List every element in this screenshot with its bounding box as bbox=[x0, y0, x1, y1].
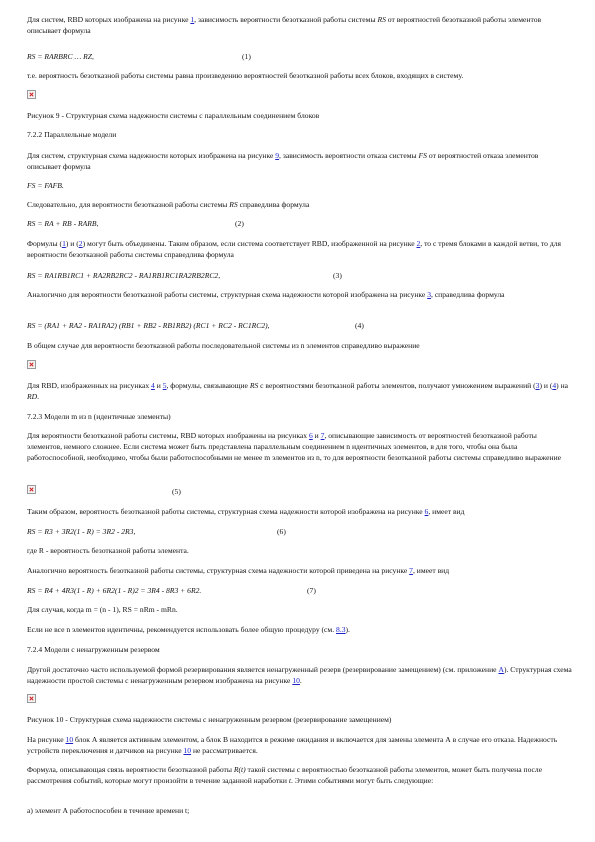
figure-link[interactable]: 6 bbox=[424, 507, 429, 516]
equation-number: (3) bbox=[333, 271, 342, 280]
paragraph: Для вероятности безотказной работы системы, RBD которых изображены на рисунках 6 и 7, описывающие зависимость от вероятностей безотказной работы элементов, немного сложнее. Если система может быть представлена параллельным соединением n идентичных элементов, в для того, чтобы она была работоспособной, необходимо, чтобы были работоспособными не менее m элементов из n, то для вероятности безотказной работы системы справедливо выражение bbox=[27, 431, 562, 462]
section-heading: 7.2.2 Параллельные модели bbox=[27, 130, 117, 139]
appendix-link[interactable]: А bbox=[498, 665, 504, 674]
list-item: а) элемент А работоспособен в течение времени t; bbox=[27, 806, 190, 815]
equation-fs: FS = FAFB. bbox=[27, 181, 64, 190]
paragraph: Если не все n элементов идентичны, рекомендуется использовать более общую процедуру (см. 8.3). bbox=[27, 625, 350, 634]
figure-link[interactable]: 5 bbox=[162, 381, 167, 390]
equation-2: RS = RA + RB - RARB, (2) bbox=[27, 219, 244, 228]
equation-number: (6) bbox=[277, 527, 286, 536]
figure-link[interactable]: 10 bbox=[183, 746, 192, 755]
equation-number: (2) bbox=[235, 219, 244, 228]
figure-link[interactable]: 10 bbox=[292, 676, 300, 685]
section-heading: 7.2.4 Модели с ненагруженным резервом bbox=[27, 645, 160, 654]
figure-link[interactable]: 4 bbox=[151, 381, 155, 390]
section-link[interactable]: 8.3 bbox=[336, 625, 346, 634]
figure-caption: Рисунок 9 - Структурная схема надежности системы с параллельным соединением блоков bbox=[27, 111, 320, 120]
paragraph: Для случая, когда m = (n - 1), RS = nRm - mRn. bbox=[27, 605, 178, 614]
paragraph: Аналогично вероятность безотказной работы системы, структурная схема надежности которой приведена на рисунке 7, имеет вид bbox=[27, 566, 450, 575]
equation-3: RS = RA1RB1RC1 + RA2RB2RC2 - RA1RB1RC1RA2RB2RC2, (3) bbox=[27, 271, 342, 280]
paragraph: Для RBD, изображенных на рисунках 4 и 5, формулы, связывающие RS с вероятностями безотказной работы элементов, получают умножением выражений (3) и (4) на RD. bbox=[27, 381, 569, 401]
broken-image-icon bbox=[27, 694, 36, 703]
figure-link[interactable]: 6 bbox=[308, 431, 313, 440]
paragraph: Формулы (1) и (2) могут быть объединены. Таким образом, если система соответствует RBD, изображенной на рисунке 2, то с тремя блоками в каждой ветви, то для вероятности безотказной работы системы справедлива формула bbox=[27, 239, 562, 259]
paragraph: Формула, описывающая связь вероятности безотказной работы R(t) такой системы с вероятностью безотказной работы элементов, может быть получена после рассмотрения событий, которые могут произойти в течение заданной наработки t. Этими событиями могут быть следующие: bbox=[27, 765, 543, 785]
equation-6: RS = R3 + 3R2(1 - R) = 3R2 - 2R3, (6) bbox=[27, 527, 286, 536]
figure-link[interactable]: 1 bbox=[190, 15, 195, 24]
paragraph: Аналогично для вероятности безотказной работы системы, структурная схема надежности которой изображена на рисунке 3, справедлива формула bbox=[27, 290, 505, 299]
paragraph: Для систем, структурная схема надежности которых изображена на рисунке 9, зависимость вероятности отказа системы FS от вероятностей отказа элементов описывает формула bbox=[27, 151, 539, 171]
figure-link[interactable]: 9 bbox=[275, 151, 280, 160]
section-heading: 7.2.3 Модели m из n (идентичные элементы) bbox=[27, 412, 171, 421]
equation-link[interactable]: 4 bbox=[552, 381, 557, 390]
broken-image-icon bbox=[27, 360, 36, 369]
paragraph: Для систем, RBD которых изображена на рисунке 1, зависимость вероятности безотказной работы системы RS от вероятностей безотказной работы элементов описывает формула bbox=[27, 15, 542, 35]
equation-1: RS = RARBRC … RZ, (1) bbox=[27, 52, 251, 61]
equation-number: (7) bbox=[307, 586, 316, 595]
figure-link[interactable]: 7 bbox=[409, 566, 413, 575]
paragraph: В общем случае для вероятности безотказной работы последовательной системы из n элементов справедливо выражение bbox=[27, 341, 420, 350]
figure-caption: Рисунок 10 - Структурная схема надежности системы с ненагруженным резервом (резервирование замещением) bbox=[27, 715, 392, 724]
broken-image-icon bbox=[27, 485, 36, 494]
paragraph: где R - вероятность безотказной работы элемента. bbox=[27, 546, 189, 555]
equation-link[interactable]: 1 bbox=[62, 239, 66, 248]
broken-image-icon bbox=[27, 90, 36, 99]
figure-link[interactable]: 2 bbox=[416, 239, 421, 248]
paragraph: Таким образом, вероятность безотказной работы системы, структурная схема надежности которой изображена на рисунке 6, имеет вид bbox=[27, 507, 465, 516]
paragraph: т.е. вероятность безотказной работы системы равна произведению вероятностей безотказной работы всех блоков, входящих в систему. bbox=[27, 71, 464, 80]
paragraph: На рисунке 10 блок А является активным элементом, а блок В находится в режиме ожидания и включается для замены элемента А в случае его отказа. Надежность устройств переключения и датчиков на рисунке 10 не рассматривается. bbox=[27, 735, 558, 755]
equation-link[interactable]: 3 bbox=[535, 381, 540, 390]
figure-link[interactable]: 10 bbox=[65, 735, 74, 744]
paragraph: Следовательно, для вероятности безотказной работы системы RS справедлива формула bbox=[27, 200, 310, 209]
equation-link[interactable]: 2 bbox=[78, 239, 83, 248]
figure-link[interactable]: 7 bbox=[320, 431, 325, 440]
equation-number: (4) bbox=[355, 321, 364, 330]
paragraph: Другой достаточно часто используемой формой резервирования является ненагруженный резерв (резервирование замещением) (см. приложение А). Структурная схема надежности простой системы с ненагруженным резервом изображена на рисунке 10. bbox=[27, 665, 572, 685]
figure-link[interactable]: 3 bbox=[427, 290, 432, 299]
equation-number: (5) bbox=[172, 487, 181, 496]
equation-7: RS = R4 + 4R3(1 - R) + 6R2(1 - R)2 = 3R4 - 8R3 + 6R2. (7) bbox=[27, 586, 316, 595]
equation-number: (1) bbox=[242, 52, 251, 61]
equation-4: RS = (RA1 + RA2 - RA1RA2) (RB1 + RB2 - RB1RB2) (RC1 + RC2 - RC1RC2), (4) bbox=[27, 321, 364, 330]
